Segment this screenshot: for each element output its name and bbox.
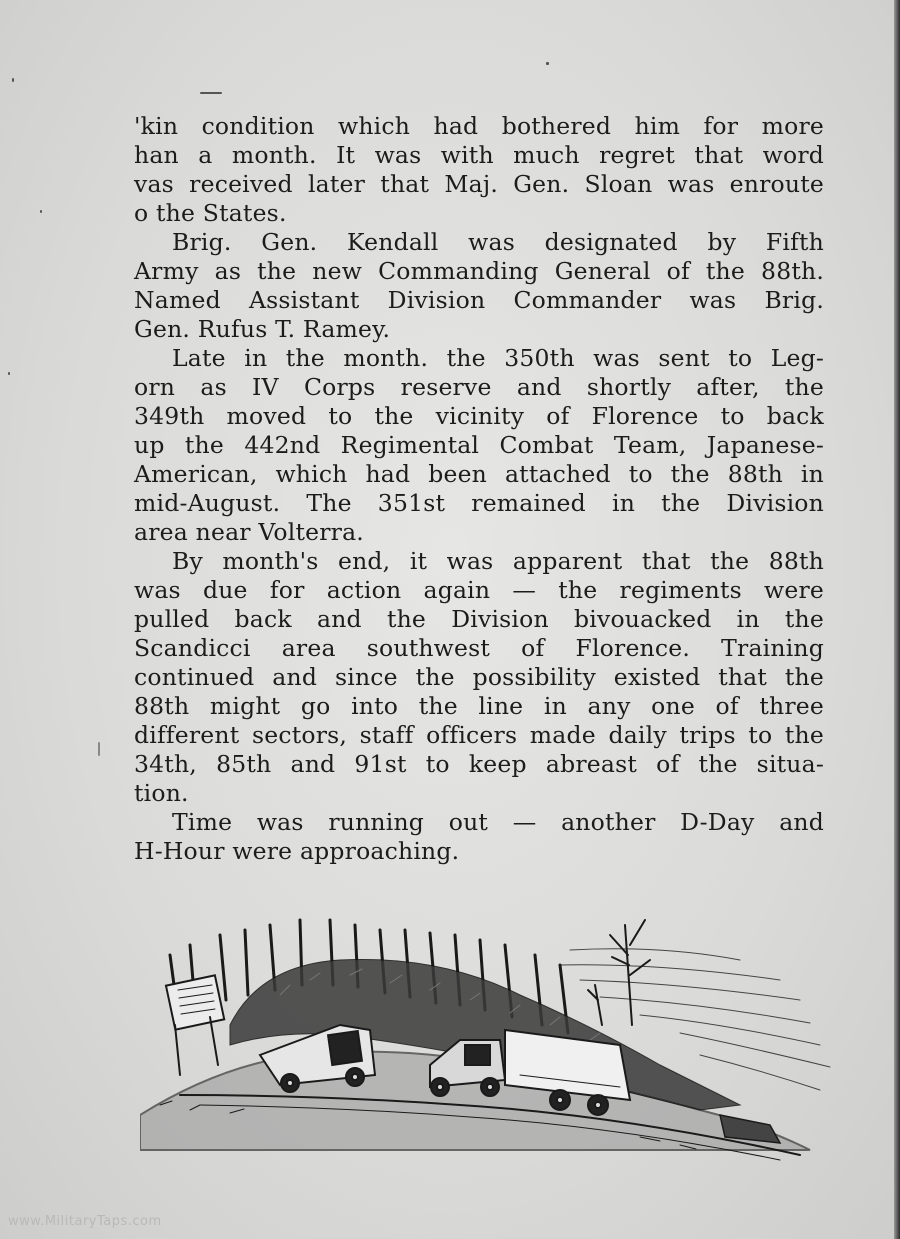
text-line: 34th, 85th and 91st to keep abreast of the situa- <box>134 750 824 778</box>
page-edge-shadow <box>894 0 900 1239</box>
text-line: 'kin condition which had bothered him for more <box>134 112 824 140</box>
scan-speck <box>546 62 549 65</box>
text-line: tion. <box>134 779 189 807</box>
watermark: www.MilitaryTaps.com <box>8 1214 162 1229</box>
text-line: American, which had been attached to the 88th in <box>134 460 824 488</box>
scan-speck <box>12 78 14 82</box>
text-line: Late in the month. the 350th was sent to Leg- <box>172 344 824 372</box>
road-sign <box>166 975 224 1075</box>
text-line: orn as IV Corps reserve and shortly after, the <box>134 373 824 401</box>
text-line: H-Hour were approaching. <box>134 837 460 865</box>
convoy-illustration <box>140 905 840 1175</box>
text-line: Time was running out — another D-Day and <box>172 808 824 836</box>
paragraph <box>134 547 824 808</box>
scan-speck <box>40 210 42 213</box>
text-line: area near Volterra. <box>134 518 364 546</box>
body-text <box>134 112 824 866</box>
text-line: Scandicci area southwest of Florence. Training <box>134 634 824 662</box>
scan-speck <box>8 372 10 375</box>
text-line: different sectors, staff officers made daily trips to the <box>134 721 824 749</box>
scan-speck <box>200 92 222 94</box>
paragraph <box>134 228 824 344</box>
text-line: Brig. Gen. Kendall was designated by Fifth <box>172 228 824 256</box>
paragraph <box>134 112 824 228</box>
text-line: 349th moved to the vicinity of Florence to back <box>134 402 824 430</box>
text-line: mid-August. The 351st remained in the Division <box>134 489 824 517</box>
text-line: pulled back and the Division bivouacked in the <box>134 605 824 633</box>
bare-tree <box>588 920 650 1025</box>
text-line: By month's end, it was apparent that the 88th <box>172 547 824 575</box>
text-line: Named Assistant Division Commander was Brig. <box>134 286 824 314</box>
text-line: Army as the new Commanding General of the 88th. <box>134 257 824 285</box>
text-line: continued and since the possibility existed that the <box>134 663 824 691</box>
paragraph <box>134 344 824 547</box>
text-line: o the States. <box>134 199 287 227</box>
scan-speck <box>98 742 100 756</box>
text-line: was due for action again — the regiments were <box>134 576 824 604</box>
paragraph <box>134 808 824 866</box>
text-line: Gen. Rufus T. Ramey. <box>134 315 391 343</box>
text-line: up the 442nd Regimental Combat Team, Japanese- <box>134 431 824 459</box>
text-line: han a month. It was with much regret that word <box>134 141 824 169</box>
text-line: 88th might go into the line in any one of three <box>134 692 824 720</box>
text-line: vas received later that Maj. Gen. Sloan was enroute <box>134 170 824 198</box>
